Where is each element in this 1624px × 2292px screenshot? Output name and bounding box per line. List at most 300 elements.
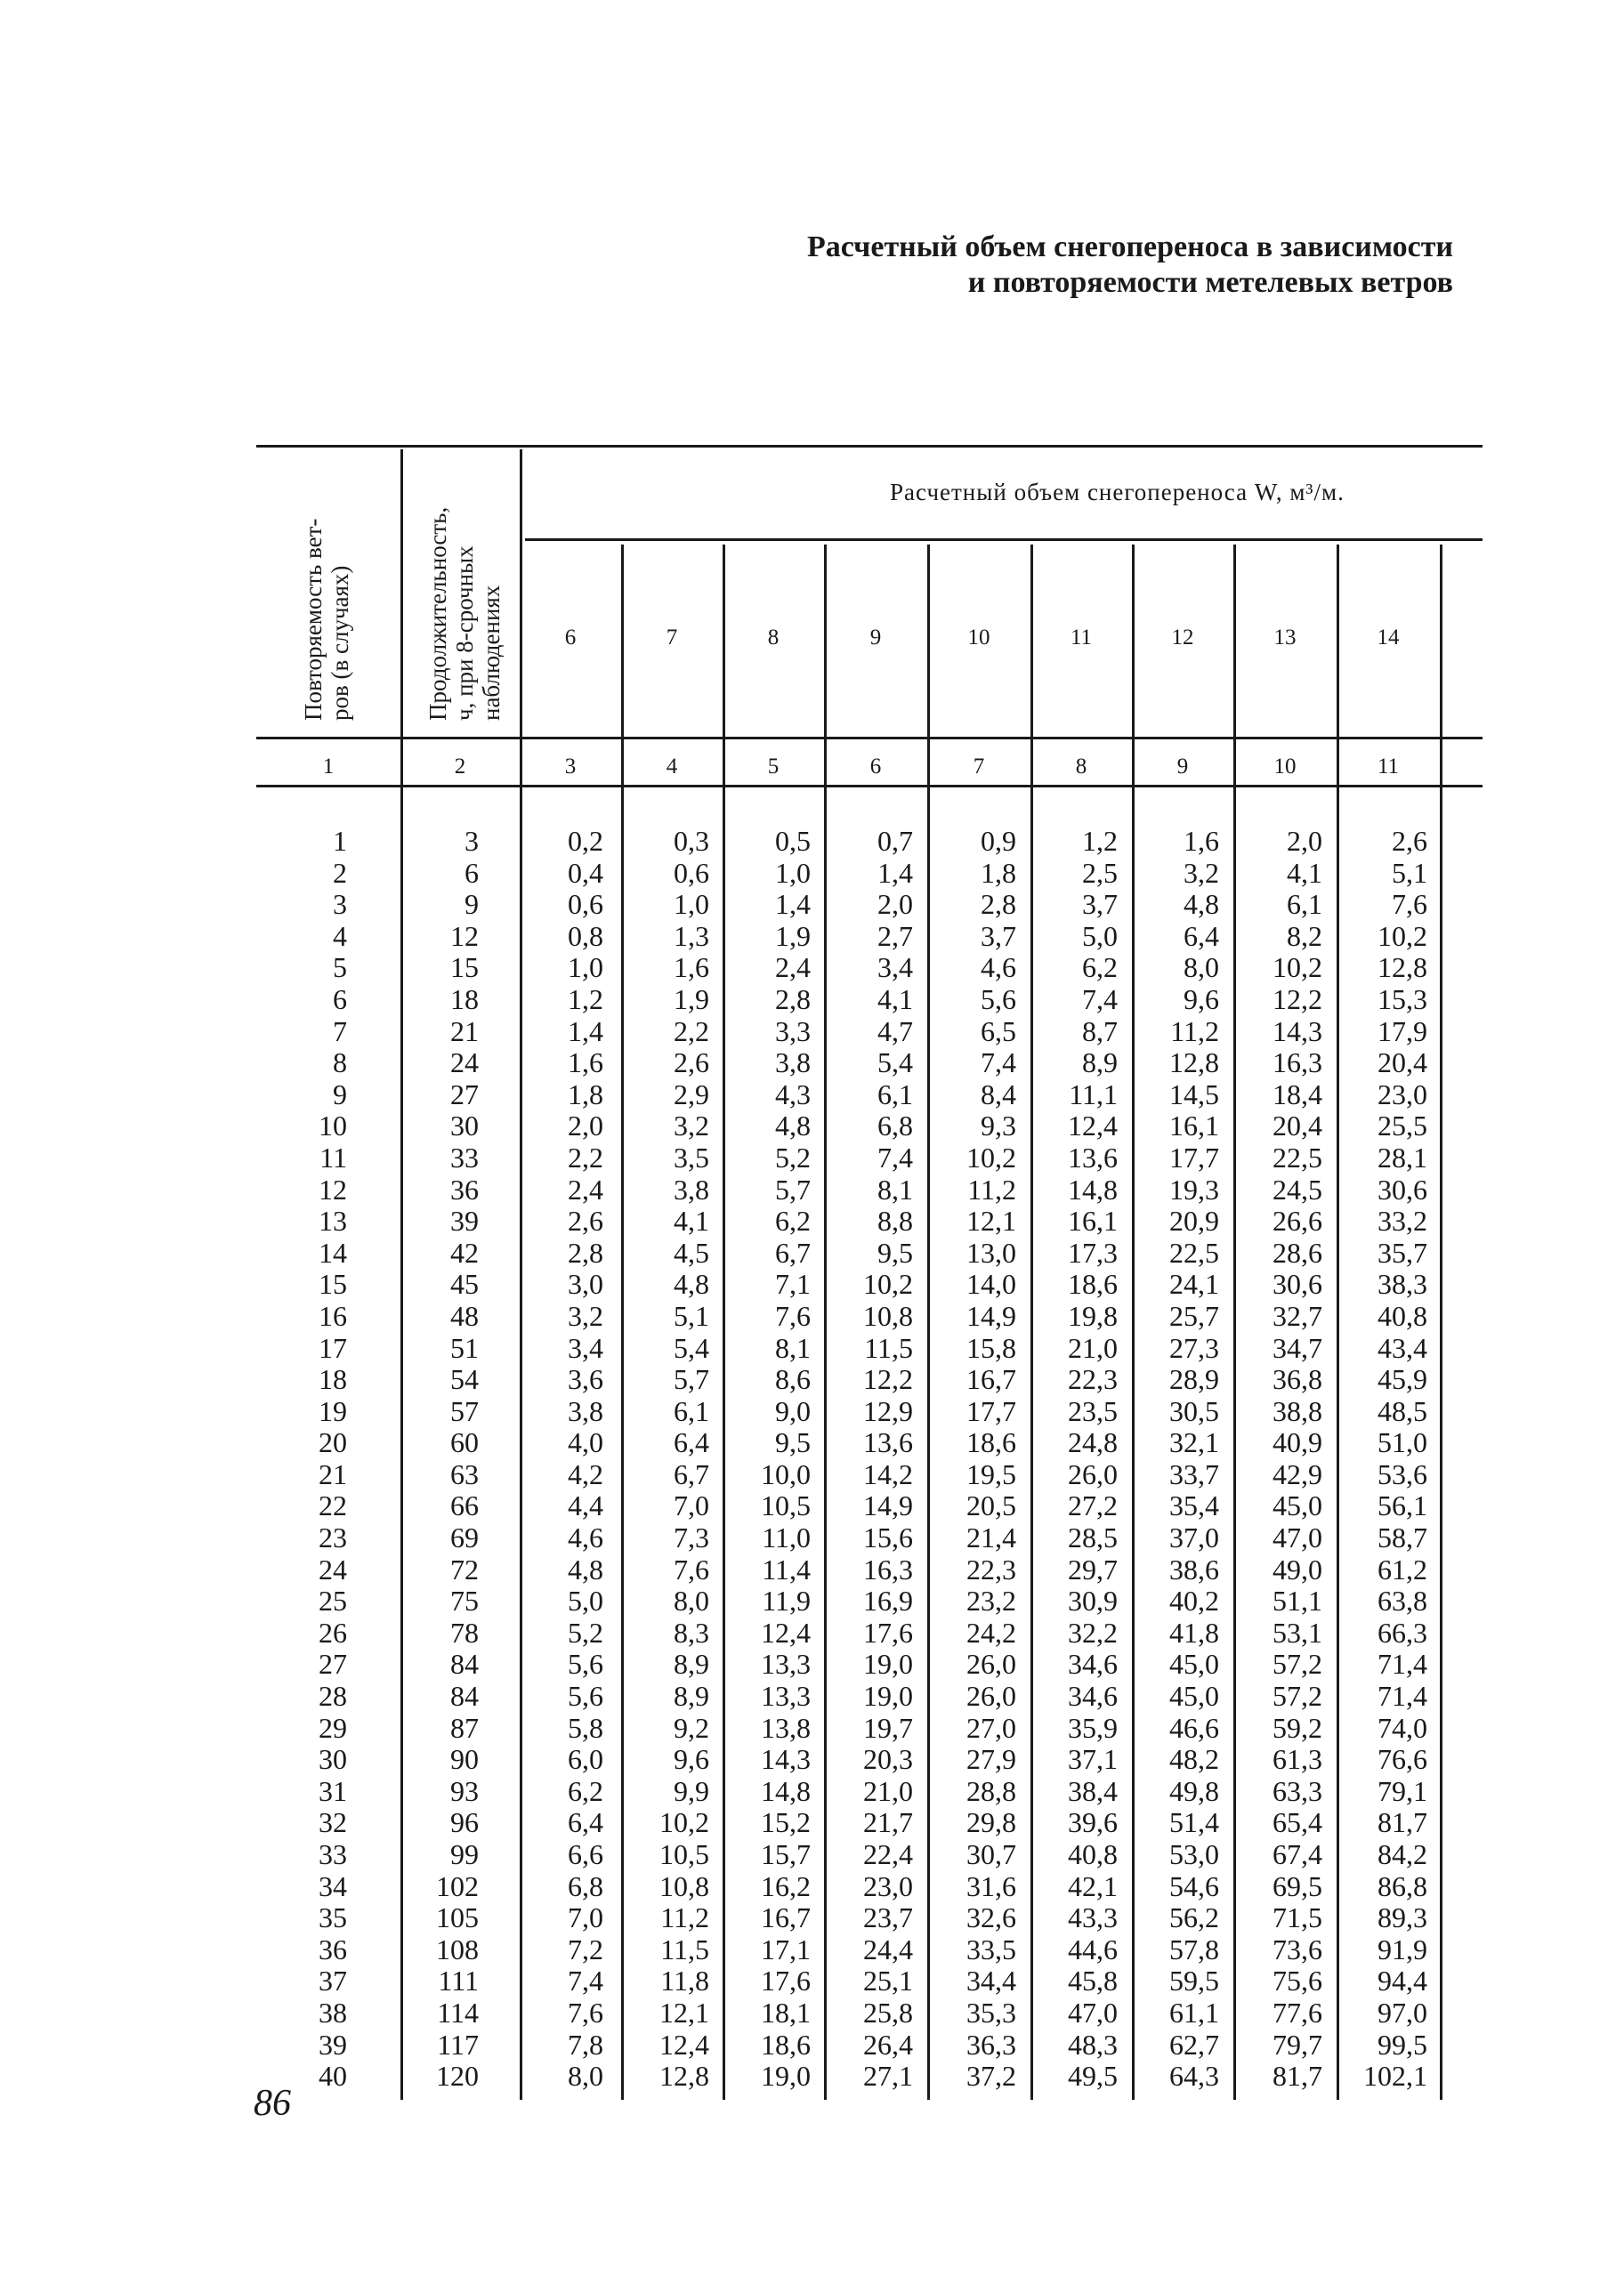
table-cell: 33,5: [966, 1933, 1016, 1965]
table-cell: 43,4: [1378, 1331, 1427, 1364]
table-cell: 66: [450, 1489, 479, 1522]
table-cell: 10,2: [966, 1141, 1016, 1174]
table-cell: 102: [436, 1869, 479, 1902]
table-cell: 5,1: [1392, 856, 1427, 889]
table-cell: 8,1: [775, 1331, 811, 1364]
header-speed-9: 9: [869, 625, 882, 650]
table-cell: 22: [319, 1489, 347, 1522]
table-cell: 3,2: [674, 1110, 709, 1142]
table-cell: 22,4: [863, 1838, 913, 1870]
table-cell: 4,5: [674, 1236, 709, 1269]
table-cell: 69: [450, 1521, 479, 1554]
table-cell: 15,6: [863, 1521, 913, 1554]
table-cell: 12,8: [1378, 951, 1427, 984]
table-cell: 63: [450, 1457, 479, 1490]
table-cell: 45,0: [1169, 1680, 1219, 1713]
table-cell: 16,1: [1169, 1110, 1219, 1142]
header-speed-10: 10: [967, 625, 990, 650]
table-cell: 33: [319, 1838, 347, 1870]
table-cell: 28,9: [1169, 1363, 1219, 1396]
table-cell: 9,5: [775, 1426, 811, 1459]
table-cell: 84: [450, 1680, 479, 1713]
title-line-2: и повторяемости метелевых ветров: [967, 266, 1453, 299]
table-cell: 6,2: [775, 1205, 811, 1238]
table-cell: 59,2: [1273, 1711, 1322, 1744]
col-divider-4: [723, 545, 725, 2100]
header-speed-7: 7: [666, 625, 678, 650]
table-cell: 12,1: [659, 1996, 709, 2029]
table-cell: 13,0: [966, 1236, 1016, 1269]
table-cell: 14: [319, 1236, 347, 1269]
table-cell: 27,0: [966, 1711, 1016, 1744]
table-cell: 34,4: [966, 1965, 1016, 1997]
table-cell: 25,8: [863, 1996, 913, 2029]
column-number-5: 5: [767, 755, 780, 779]
table-cell: 49,8: [1169, 1774, 1219, 1807]
table-cell: 24,4: [863, 1933, 913, 1965]
table-cell: 54: [450, 1363, 479, 1396]
table-cell: 32,2: [1068, 1616, 1118, 1649]
table-cell: 12,2: [863, 1363, 913, 1396]
table-cell: 4,0: [568, 1426, 603, 1459]
table-cell: 7,3: [674, 1521, 709, 1554]
table-cell: 51,4: [1169, 1806, 1219, 1839]
span-header-rule: [525, 538, 1483, 541]
table-cell: 59,5: [1169, 1965, 1219, 1997]
col-divider-9: [1233, 545, 1236, 2100]
table-cell: 72: [450, 1553, 479, 1586]
table-cell: 39: [450, 1205, 479, 1238]
table-cell: 48,2: [1169, 1743, 1219, 1776]
table-cell: 79,7: [1273, 2028, 1322, 2061]
table-cell: 30,6: [1378, 1173, 1427, 1206]
table-cell: 13,3: [761, 1648, 811, 1681]
table-cell: 8,9: [674, 1680, 709, 1713]
header-speed-14: 14: [1377, 625, 1400, 650]
table-cell: 18,6: [1068, 1268, 1118, 1301]
table-cell: 0,2: [568, 825, 603, 857]
column-volume-7: [634, 826, 709, 2093]
table-cell: 27,2: [1068, 1489, 1118, 1522]
table-cell: 38,4: [1068, 1774, 1118, 1807]
header-snow-transfer-volume: Расчетный объем снегопереноса W, м³/м.: [890, 479, 1345, 505]
table-cell: 2,0: [877, 888, 913, 921]
table-cell: 35,7: [1378, 1236, 1427, 1269]
table-cell: 5,4: [877, 1046, 913, 1079]
table-cell: 3: [333, 888, 347, 921]
table-cell: 14,9: [863, 1489, 913, 1522]
table-cell: 6,1: [877, 1077, 913, 1110]
table-cell: 0,6: [674, 856, 709, 889]
table-cell: 8,3: [674, 1616, 709, 1649]
table-cell: 12,8: [1169, 1046, 1219, 1079]
table-cell: 76,6: [1378, 1743, 1427, 1776]
table-cell: 38,3: [1378, 1268, 1427, 1301]
column-volume-11: [1043, 826, 1118, 2093]
table-cell: 12,4: [659, 2028, 709, 2061]
table-cell: 14,0: [966, 1268, 1016, 1301]
table-cell: 30,7: [966, 1838, 1016, 1870]
table-cell: 81,7: [1378, 1806, 1427, 1839]
table-cell: 35,3: [966, 1996, 1016, 2029]
table-cell: 105: [436, 1901, 479, 1934]
table-cell: 19,3: [1169, 1173, 1219, 1206]
table-cell: 74,0: [1378, 1711, 1427, 1744]
table-cell: 84: [450, 1648, 479, 1681]
table-cell: 7,4: [877, 1141, 913, 1174]
table-cell: 117: [437, 2028, 479, 2061]
table-cell: 61,3: [1273, 1743, 1322, 1776]
col-divider-8: [1132, 545, 1135, 2100]
table-cell: 36: [450, 1173, 479, 1206]
table-cell: 11,0: [762, 1521, 811, 1554]
table-cell: 0,7: [877, 825, 913, 857]
table-cell: 53,0: [1169, 1838, 1219, 1870]
table-cell: 99: [450, 1838, 479, 1870]
table-cell: 2,5: [1082, 856, 1118, 889]
table-cell: 6,1: [674, 1394, 709, 1427]
table-cell: 14,8: [761, 1774, 811, 1807]
table-cell: 3,8: [775, 1046, 811, 1079]
table-cell: 4,6: [568, 1521, 603, 1554]
table-cell: 26,0: [966, 1648, 1016, 1681]
table-cell: 51,1: [1273, 1585, 1322, 1618]
table-cell: 5,0: [568, 1585, 603, 1618]
table-cell: 10: [319, 1110, 347, 1142]
table-cell: 10,2: [863, 1268, 913, 1301]
table-cell: 12,2: [1273, 982, 1322, 1015]
table-cell: 10,0: [761, 1457, 811, 1490]
table-cell: 1,4: [877, 856, 913, 889]
table-cell: 12: [319, 1173, 347, 1206]
table-cell: 27,9: [966, 1743, 1016, 1776]
column-number-10: 10: [1273, 755, 1297, 779]
table-cell: 71,4: [1378, 1680, 1427, 1713]
table-cell: 1,6: [1184, 825, 1219, 857]
table-cell: 21: [450, 1014, 479, 1047]
table-cell: 16,7: [761, 1901, 811, 1934]
table-cell: 22,3: [1068, 1363, 1118, 1396]
table-cell: 26,6: [1273, 1205, 1322, 1238]
table-cell: 10,8: [659, 1869, 709, 1902]
table-cell: 53,1: [1273, 1616, 1322, 1649]
table-cell: 99,5: [1378, 2028, 1427, 2061]
table-cell: 14,9: [966, 1299, 1016, 1332]
table-cell: 57,2: [1273, 1680, 1322, 1713]
table-cell: 4,8: [775, 1110, 811, 1142]
table-cell: 6,7: [674, 1457, 709, 1490]
table-cell: 6: [465, 856, 479, 889]
table-cell: 19: [319, 1394, 347, 1427]
table-cell: 22,3: [966, 1553, 1016, 1586]
table-cell: 41,8: [1169, 1616, 1219, 1649]
table-cell: 7,6: [1392, 888, 1427, 921]
table-cell: 2,6: [568, 1205, 603, 1238]
table-cell: 2,2: [674, 1014, 709, 1047]
table-cell: 16,7: [966, 1363, 1016, 1396]
table-cell: 5,8: [568, 1711, 603, 1744]
table-cell: 14,8: [1068, 1173, 1118, 1206]
table-cell: 40: [319, 2060, 347, 2093]
table-cell: 8,0: [1184, 951, 1219, 984]
table-cell: 69,5: [1273, 1869, 1322, 1902]
header-bottom-rule: [256, 737, 1483, 739]
table-cell: 48: [450, 1299, 479, 1332]
table-cell: 108: [436, 1933, 479, 1965]
header-duration: Продолжительность, ч, при 8-срочных наблюдениях: [424, 506, 505, 721]
table-cell: 21,0: [1068, 1331, 1118, 1364]
table-cell: 37: [319, 1965, 347, 1997]
table-cell: 1,2: [1082, 825, 1118, 857]
table-cell: 12,9: [863, 1394, 913, 1427]
col-divider-10: [1337, 545, 1339, 2100]
table-cell: 58,7: [1378, 1521, 1427, 1554]
column-volume-13: [1246, 826, 1322, 2093]
table-cell: 5,7: [674, 1363, 709, 1396]
table-cell: 4,8: [674, 1268, 709, 1301]
table-cell: 40,9: [1273, 1426, 1322, 1459]
table-cell: 2,8: [568, 1236, 603, 1269]
table-cell: 3,0: [568, 1268, 603, 1301]
table-cell: 47,0: [1068, 1996, 1118, 2029]
table-cell: 28,5: [1068, 1521, 1118, 1554]
table-cell: 8,4: [981, 1077, 1016, 1110]
table-cell: 11,9: [762, 1585, 811, 1618]
table-cell: 54,6: [1169, 1869, 1219, 1902]
table-cell: 1,9: [775, 919, 811, 952]
table-cell: 6,0: [568, 1743, 603, 1776]
table-cell: 17,6: [863, 1616, 913, 1649]
table-cell: 20: [319, 1426, 347, 1459]
table-cell: 4,1: [1287, 856, 1322, 889]
table-cell: 6,7: [775, 1236, 811, 1269]
table-cell: 30,9: [1068, 1585, 1118, 1618]
table-cell: 48,5: [1378, 1394, 1427, 1427]
table-cell: 43,3: [1068, 1901, 1118, 1934]
header-frequency: Повторяемость вет- ров (в случаях): [300, 518, 353, 721]
table-cell: 18: [319, 1363, 347, 1396]
table-cell: 42: [450, 1236, 479, 1269]
table-cell: 7,6: [775, 1299, 811, 1332]
table-cell: 10,2: [659, 1806, 709, 1839]
table-cell: 62,7: [1169, 2028, 1219, 2061]
table-cell: 2,4: [775, 951, 811, 984]
table-cell: 1,6: [568, 1046, 603, 1079]
table-cell: 20,9: [1169, 1205, 1219, 1238]
table-cell: 2,8: [981, 888, 1016, 921]
table-cell: 45: [450, 1268, 479, 1301]
table-cell: 6: [333, 982, 347, 1015]
table-cell: 26,4: [863, 2028, 913, 2061]
table-cell: 8,9: [674, 1648, 709, 1681]
table-cell: 32,7: [1273, 1299, 1322, 1332]
table-cell: 81,7: [1273, 2060, 1322, 2093]
table-cell: 67,4: [1273, 1838, 1322, 1870]
table-cell: 38: [319, 1996, 347, 2029]
table-cell: 40,8: [1068, 1838, 1118, 1870]
column-number-2: 2: [454, 755, 466, 779]
table-cell: 3,8: [568, 1394, 603, 1427]
table-cell: 10,5: [659, 1838, 709, 1870]
column-volume-8: [735, 826, 811, 2093]
table-cell: 28,1: [1378, 1141, 1427, 1174]
table-cell: 32: [319, 1806, 347, 1839]
column-volume-14: [1344, 826, 1427, 2093]
table-cell: 21: [319, 1457, 347, 1490]
table-cell: 13,8: [761, 1711, 811, 1744]
table-cell: 2: [333, 856, 347, 889]
table-cell: 57,2: [1273, 1648, 1322, 1681]
table-cell: 24,2: [966, 1616, 1016, 1649]
table-cell: 90: [450, 1743, 479, 1776]
table-cell: 19,8: [1068, 1299, 1118, 1332]
column-number-8: 8: [1075, 755, 1087, 779]
table-cell: 3: [465, 825, 479, 857]
header-speed-13: 13: [1273, 625, 1297, 650]
table-cell: 0,3: [674, 825, 709, 857]
table-cell: 32,6: [966, 1901, 1016, 1934]
table-cell: 34,6: [1068, 1648, 1118, 1681]
table-cell: 6,5: [981, 1014, 1016, 1047]
table-cell: 8,7: [1082, 1014, 1118, 1047]
table-cell: 56,1: [1378, 1489, 1427, 1522]
table-cell: 27: [450, 1077, 479, 1110]
table-cell: 3,8: [674, 1173, 709, 1206]
table-cell: 5,1: [674, 1299, 709, 1332]
table-cell: 6,8: [568, 1869, 603, 1902]
table-cell: 6,1: [1287, 888, 1322, 921]
table-cell: 33,2: [1378, 1205, 1427, 1238]
column-volume-10: [940, 826, 1016, 2093]
table-cell: 77,6: [1273, 1996, 1322, 2029]
table-cell: 29,7: [1068, 1553, 1118, 1586]
table-cell: 45,9: [1378, 1363, 1427, 1396]
table-cell: 19,0: [863, 1648, 913, 1681]
table-cell: 11,2: [1170, 1014, 1219, 1047]
table-cell: 51: [450, 1331, 479, 1364]
table-cell: 23,0: [863, 1869, 913, 1902]
table-cell: 71,5: [1273, 1901, 1322, 1934]
table-cell: 38,8: [1273, 1394, 1322, 1427]
table-cell: 34,6: [1068, 1680, 1118, 1713]
table-cell: 10,8: [863, 1299, 913, 1332]
table-cell: 6,6: [568, 1838, 603, 1870]
table-cell: 79,1: [1378, 1774, 1427, 1807]
table-cell: 2,0: [1287, 825, 1322, 857]
table-cell: 33: [450, 1141, 479, 1174]
table-cell: 1,0: [775, 856, 811, 889]
table-cell: 7,0: [568, 1901, 603, 1934]
table-cell: 6,2: [568, 1774, 603, 1807]
table-cell: 9,0: [775, 1394, 811, 1427]
table-cell: 23,2: [966, 1585, 1016, 1618]
table-cell: 16: [319, 1299, 347, 1332]
col-divider-2: [520, 449, 522, 2100]
table-cell: 3,6: [568, 1363, 603, 1396]
table-cell: 18,6: [761, 2028, 811, 2061]
table-cell: 7,6: [568, 1996, 603, 2029]
table-cell: 10,5: [761, 1489, 811, 1522]
table-cell: 4,8: [1184, 888, 1219, 921]
table-cell: 5,6: [568, 1680, 603, 1713]
table-cell: 2,9: [674, 1077, 709, 1110]
table-cell: 8,0: [568, 2060, 603, 2093]
table-cell: 9,6: [1184, 982, 1219, 1015]
table-cell: 20,5: [966, 1489, 1016, 1522]
col-divider-3: [621, 545, 624, 2100]
table-cell: 13,6: [863, 1426, 913, 1459]
table-cell: 15,3: [1378, 982, 1427, 1015]
table-cell: 4,3: [775, 1077, 811, 1110]
table-cell: 36,8: [1273, 1363, 1322, 1396]
column-volume-9: [836, 826, 913, 2093]
table-cell: 5,0: [1082, 919, 1118, 952]
header-speed-8: 8: [767, 625, 780, 650]
table-cell: 4,7: [877, 1014, 913, 1047]
table-cell: 96: [450, 1806, 479, 1839]
col-divider-7: [1030, 545, 1033, 2100]
table-cell: 26,0: [1068, 1457, 1118, 1490]
table-cell: 2,2: [568, 1141, 603, 1174]
table-cell: 29: [319, 1711, 347, 1744]
table-cell: 93: [450, 1774, 479, 1807]
table-cell: 97,0: [1378, 1996, 1427, 2029]
table-cell: 1,4: [568, 1014, 603, 1047]
column-volume-6: [534, 826, 603, 2093]
table-cell: 120: [436, 2060, 479, 2093]
table-cell: 3,3: [775, 1014, 811, 1047]
table-cell: 30,6: [1273, 1268, 1322, 1301]
table-cell: 2,0: [568, 1110, 603, 1142]
table-cell: 6,4: [568, 1806, 603, 1839]
table-cell: 12,4: [1068, 1110, 1118, 1142]
table-cell: 28,8: [966, 1774, 1016, 1807]
table-cell: 1,3: [674, 919, 709, 952]
table-cell: 25: [319, 1585, 347, 1618]
table-cell: 25,5: [1378, 1110, 1427, 1142]
table-cell: 17,6: [761, 1965, 811, 1997]
table-cell: 57,8: [1169, 1933, 1219, 1965]
table-cell: 1,8: [981, 856, 1016, 889]
table-cell: 40,8: [1378, 1299, 1427, 1332]
table-cell: 3,4: [877, 951, 913, 984]
table-cell: 4,2: [568, 1457, 603, 1490]
table-cell: 2,7: [877, 919, 913, 952]
table-cell: 11,5: [864, 1331, 913, 1364]
table-cell: 11,5: [660, 1933, 709, 1965]
table-cell: 71,4: [1378, 1648, 1427, 1681]
table-cell: 2,8: [775, 982, 811, 1015]
table-cell: 35,9: [1068, 1711, 1118, 1744]
table-cell: 21,7: [863, 1806, 913, 1839]
table-cell: 24,1: [1169, 1268, 1219, 1301]
table-cell: 15: [450, 951, 479, 984]
table-cell: 49,0: [1273, 1553, 1322, 1586]
table-cell: 38,6: [1169, 1553, 1219, 1586]
col-divider-1: [400, 449, 403, 2100]
table-cell: 3,2: [568, 1299, 603, 1332]
table-cell: 19,7: [863, 1711, 913, 1744]
table-cell: 12,8: [659, 2060, 709, 2093]
table-cell: 17,3: [1068, 1236, 1118, 1269]
table-cell: 19,5: [966, 1457, 1016, 1490]
table-cell: 5,7: [775, 1173, 811, 1206]
table-cell: 27: [319, 1648, 347, 1681]
table-cell: 75,6: [1273, 1965, 1322, 1997]
table-cell: 7,4: [1082, 982, 1118, 1015]
table-cell: 5,6: [568, 1648, 603, 1681]
table-cell: 40,2: [1169, 1585, 1219, 1618]
